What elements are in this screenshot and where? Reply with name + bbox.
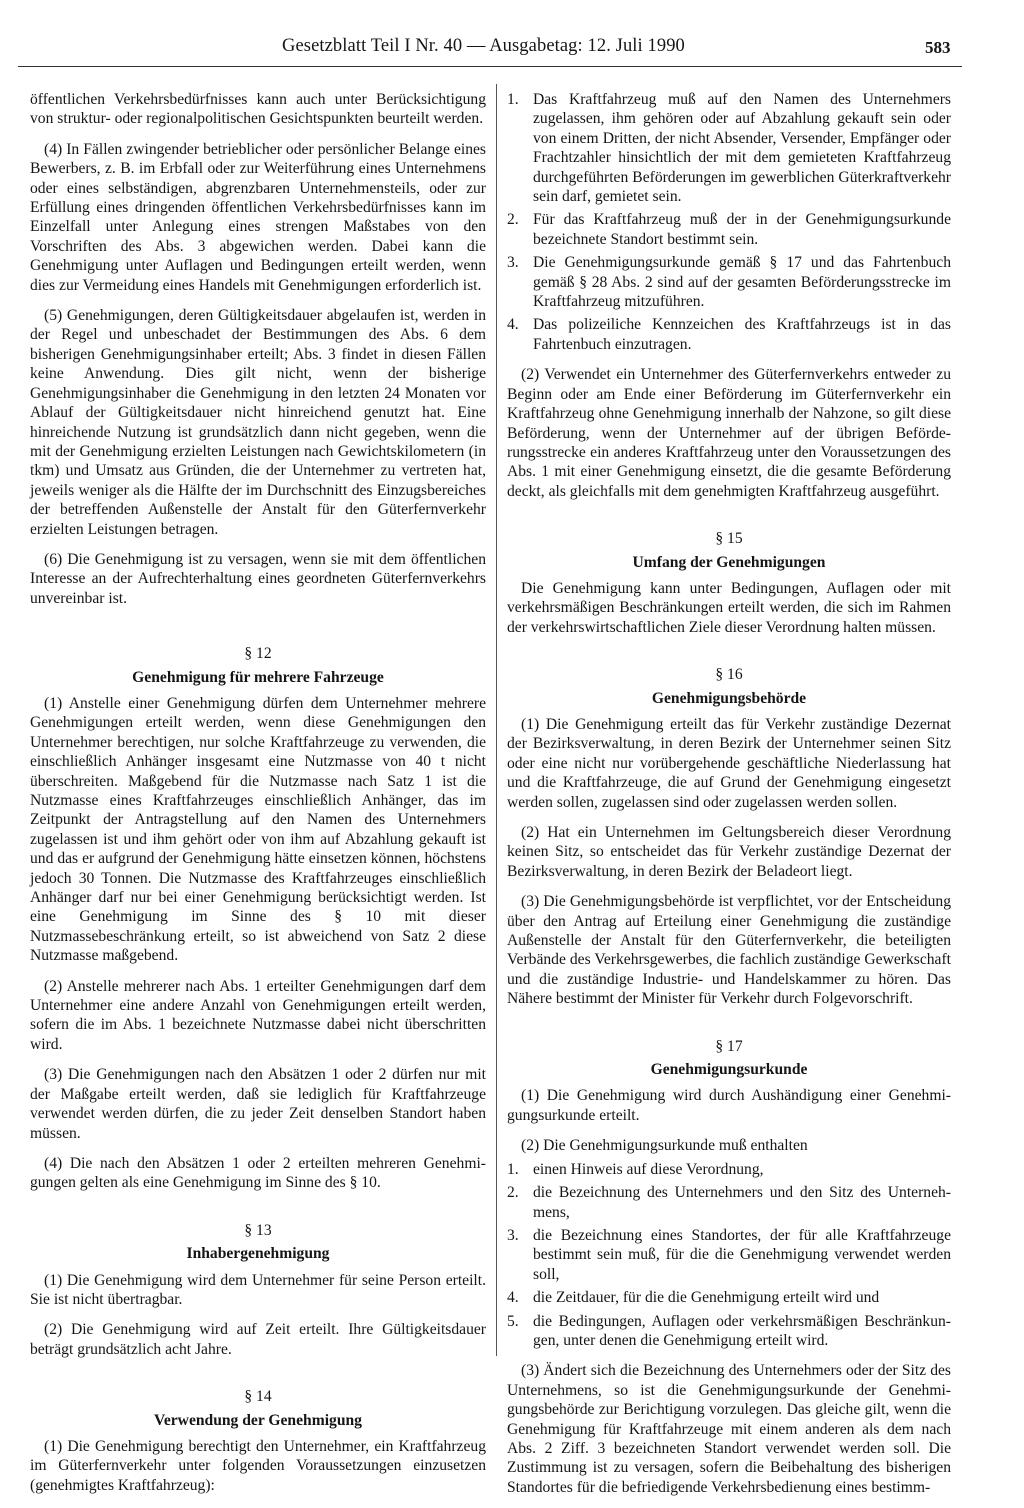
paragraph-13-2: (2) Die Genehmigung wird auf Zeit erteilt. Ihre Gültigkeitsdauer beträgt grundsätzlich acht Jahre. <box>30 1321 486 1358</box>
list-number: 3. <box>507 254 519 272</box>
list-number: 4. <box>507 316 519 334</box>
list-text: die Bezeichnung des Unternehmers und den Sitz des Unternehmens, <box>533 1184 951 1221</box>
section-16-number: § 16 <box>715 666 743 684</box>
paragraph-13-1: (1) Die Genehmigung wird dem Unternehmer für seine Person erteilt. Sie ist nicht übertragbar. <box>30 1271 486 1308</box>
paragraph-17-1: (1) Die Genehmigung wird durch Aushändigung einer Genehmigungsurkunde erteilt. <box>507 1087 951 1124</box>
list-item <box>507 253 951 311</box>
list-item <box>507 210 951 249</box>
list-number: 2. <box>507 1184 519 1202</box>
section-17-title: Genehmigungsurkunde <box>650 1061 808 1079</box>
paragraph-12-1: (1) Anstelle einer Genehmigung dürfen dem Unternehmer mehrere Genehmigungen erteilt werden, wenn diese Genehmigungen den Unternehmer berechtigen, nur solche Kraftfahrzeuge zu verwenden, die einschließlich Anhänger insgesamt eine Nutzmasse von 40 t nicht überschreiten. Maßgebend für die Nutzmasse nach Satz 1 ist die Nutzmasse eines Kraftfahrzeuges einschließlich Anhänger, das im Zeitpunkt der Antragstellung auf den Namen des Unternehmers zugelassen ist und ihm gehört oder von ihm auf Abzahlung gekauft ist und das er aufgrund der Genehmigung hätte einsetzen können, höchstens jedoch 30 Tonnen. Die Nutzmasse des Kraftfahrzeuges einschließlich Anhänger darf nur bei einer Genehmigung berücksichtigt werden. Ist eine Genehmigung im Sinne des § 10 mit dieser Nutzmassebeschränkung erteilt, so ist abweichend von Satz 2 diese Nutzmasse maßgebend. <box>30 694 486 965</box>
paragraph-11-6: (6) Die Genehmigung ist zu versagen, wenn sie mit dem öffentlichen Interesse an der Aufrechterhaltung eines geordneten Güterfernverkehrs unvereinbar ist. <box>30 550 486 607</box>
list-item <box>507 1226 951 1284</box>
list-item <box>507 90 951 206</box>
list-number: 1. <box>507 91 519 108</box>
list-number: 2. <box>507 211 519 229</box>
section-15-title: Umfang der Genehmigungen <box>632 553 826 571</box>
section-12-title: Genehmigung für mehrere Fahrzeuge <box>132 668 384 686</box>
section-17-number: § 17 <box>715 1037 743 1055</box>
header-rule <box>18 66 962 67</box>
header-title: Gesetzblatt Teil I Nr. 40 — Ausgabetag: 12. Juli 1990 <box>282 36 685 56</box>
paragraph-14-2: (2) Verwendet ein Unternehmer des Güterfernverkehrs entweder zu Beginn oder am Ende einer Beförderung im Güterfernverkehr ein Kraftfahrzeug ohne Genehmigung innerhalb der Nahzone, so gilt diese Beförderung, wenn der Unternehmer auf der übrigen Beförderungsstrecke ein anderes Kraftfahrzeug unter den Voraussetzungen des Abs. 1 mit einer Genehmigung einsetzt, die die gesamte Beförderung deckt, als gleichfalls mit dem genehmigten Kraftfahrzeug ausgeführt. <box>507 366 951 500</box>
list-text: Für das Kraftfahrzeug muß der in der Genehmigungsurkunde bezeichnete Standort bestimmt sein. <box>533 211 951 248</box>
list-number: 3. <box>507 1226 519 1244</box>
paragraph-12-4: (4) Die nach den Absätzen 1 oder 2 erteilten mehreren Genehmigungen gelten als eine Genehmigung im Sinne des § 10. <box>30 1154 486 1192</box>
paragraph-17-3: (3) Ändert sich die Bezeichnung des Unternehmers oder der Sitz des Unternehmens, so ist die Genehmigungsurkunde der Genehmigungsbehörde zur Berichtigung vorzulegen. Das gleiche gilt, wenn die Genehmigung für Kraftfahrzeuge mit einem anderen als dem nach Abs. 2 Ziff. 3 bezeichneten Standort verwendet werden soll. Die Zustimmung ist zu versagen, sofern die Beibehaltung des bisherigen Standortes für die befriedigende Verkehrsbedienung eines bestimm- <box>507 1362 951 1496</box>
paragraph-12-3: (3) Die Genehmigungen nach den Absätzen 1 oder 2 dürfen nur mit der Maßgabe erteilt werden, daß sie lediglich für Kraftfahrzeuge verwendet werden dürfen, die zu jeder Zeit denselben Standort haben müssen. <box>30 1066 486 1142</box>
paragraph-continuation: öffentlichen Verkehrsbedürfnisses kann auch unter Berücksichtigung von struktur- oder regionalpolitischen Gesichtspunkten beurteilt werden. <box>30 91 486 128</box>
list-text: Das polizeiliche Kennzeichen des Kraftfahrzeugs ist in das Fahrtenbuch einzutragen. <box>533 316 951 353</box>
paragraph-16-1: (1) Die Genehmigung erteilt das für Verkehr zuständige Dezernat der Bezirksverwaltung, in deren Bezirk der Unternehmer seinen Sitz oder eine nicht nur vorübergehende geschäftliche Niederlassung hat und die Kraftfahrzeuge, die auf Grund der Genehmigung eingesetzt werden sollen, zugelassen sind oder zugelassen werden sollen. <box>507 715 951 811</box>
list-number: 5. <box>507 1312 519 1330</box>
list-item <box>507 1288 951 1307</box>
section-15-number: § 15 <box>715 530 743 548</box>
list-number: 1. <box>507 1160 519 1178</box>
list-text: einen Hinweis auf diese Verordnung, <box>533 1160 764 1178</box>
paragraph-16-3: (3) Die Genehmigungsbehörde ist verpflichtet, vor der Entscheidung über den Antrag auf Erteilung einer Genehmigung die zuständige Außenstelle der Anstalt für den Güterfernverkehr, die beteiligten Verbände des Verkehrsgewerbes, die fachlich zuständige Gewerkschaft und die zuständige Industrie- und Handelskammer zu hören. Das Nähere bestimmt der Minister für Verkehr durch Folgevorschrift. <box>507 893 951 1008</box>
page-header <box>0 36 1024 62</box>
list-text: Das Kraftfahrzeug muß auf den Namen des Unternehmers zugelassen, ihm gehören oder auf Abzahlung gekauft sein oder von einem Dritten, der nicht Absender, Versender, Empfänger oder Frachtzahler hinsichtlich der mit dem gemieteten Kraftfahrzeug durchgeführten Beförderungen im gewerblichen Güterkraftverkehr sein darf, gemietet sein. <box>533 91 951 206</box>
paragraph-12-2: (2) Anstelle mehrerer nach Abs. 1 erteilter Genehmigungen darf dem Unternehmer eine andere Anzahl von Genehmigungen erteilt werden, sofern die im Abs. 1 bezeichnete Nutzmasse dabei nicht überschritten wird. <box>30 977 486 1053</box>
right-column <box>507 90 951 1508</box>
list-item <box>507 315 951 354</box>
section-14-conditions-list <box>507 90 951 354</box>
list-text: die Bedingungen, Auflagen oder verkehrsmäßigen Beschränkungen, unter denen die Genehmigung erteilt wird. <box>533 1312 951 1349</box>
paragraph-11-4: (4) In Fällen zwingender betrieblicher oder persönlicher Belange eines Bewerbers, z. B. im Erbfall oder zur Weiterführung eines Unternehmens oder eines selbständigen, abgrenzbaren Unternehmensteils, oder zur Erfüllung eines dringenden öffentlichen Verkehrsbedürfnisses kann im Einzelfall unter Anlegung eines strengen Maßstabes von den Vorschriften des Abs. 3 abgewichen werden. Dabei kann die Genehmigung unter Auflagen und Bedingungen erteilt werden, wenn dies zur Vermeidung eines Handels mit Genehmigungen erforderlich ist. <box>30 140 486 294</box>
paragraph-16-2: (2) Hat ein Unternehmen im Geltungsbereich dieser Verordnung keinen Sitz, so entscheidet das für Verkehr zuständige Dezernat der Bezirksverwaltung, in deren Bezirk der Beladeort liegt. <box>507 824 951 880</box>
column-divider <box>496 84 497 1356</box>
section-14-title: Verwendung der Genehmigung <box>154 1411 362 1429</box>
section-12-number: § 12 <box>244 645 272 663</box>
paragraph-14-1: (1) Die Genehmigung berechtigt den Unternehmer, ein Kraftfahrzeug im Güterfernverkehr unter folgenden Voraussetzungen einzusetzen (genehmigtes Kraftfahrzeug): <box>30 1437 486 1494</box>
section-17-contents-list <box>507 1160 951 1351</box>
list-text: die Zeitdauer, für die die Genehmigung erteilt wird und <box>533 1289 880 1307</box>
left-column <box>30 90 486 1506</box>
list-text: Die Genehmigungsurkunde gemäß § 17 und das Fahrtenbuch gemäß § 28 Abs. 2 sind auf der gesamten Beförderungsstrecke im Kraftfahrzeug mitzuführen. <box>533 254 951 311</box>
list-text: die Bezeichnung eines Standortes, der für alle Kraftfahrzeuge bestimmt sein muß, für die die Genehmigung verwendet werden soll, <box>533 1226 951 1283</box>
list-item <box>507 1312 951 1351</box>
section-14-number: § 14 <box>244 1388 272 1406</box>
list-item <box>507 1183 951 1222</box>
paragraph-15-1: Die Genehmigung kann unter Bedingungen, Auflagen oder mit verkehrsmäßigen Beschränkungen erteilt werden, die sich im Rahmen der verkehrswirtschaftlichen Ziele dieser Verordnung halten müssen. <box>507 579 951 636</box>
paragraph-11-5: (5) Genehmigungen, deren Gültigkeitsdauer abgelaufen ist, werden in der Regel und unbeschadet der Bestimmungen des Abs. 6 dem bisherigen Genehmigungsinhaber erteilt; Abs. 3 findet in diesen Fällen keine Anwendung. Dies gilt nicht, wenn der bisherige Genehmigungsinhaber die Genehmigung in den letzten 24 Monaten vor Ablauf der Gültigkeitsdauer nicht hinreichend genutzt hat. Eine hinreichende Nutzung ist grundsätzlich dann nicht gegeben, wenn die mit der Genehmigung erzielten Leistungen nach Gewichtskilometern (in tkm) und Umsatz aus Gründen, die der Unternehmer zu vertreten hat, jeweils weniger als die Hälfte der im Durchschnitt des Einzugsbereiches der betreffenden Außenstelle der Anstalt für den Güterfernverkehr erzielten Leistungen betragen. <box>30 307 486 538</box>
paragraph-17-2: (2) Die Genehmigungsurkunde muß enthalten <box>521 1137 808 1155</box>
section-13-title: Inhabergenehmigung <box>186 1245 330 1263</box>
list-number: 4. <box>507 1289 519 1307</box>
page-number: 583 <box>925 38 951 57</box>
list-item <box>507 1160 951 1179</box>
section-13-number: § 13 <box>244 1221 272 1239</box>
section-16-title: Genehmigungsbehörde <box>651 689 807 707</box>
